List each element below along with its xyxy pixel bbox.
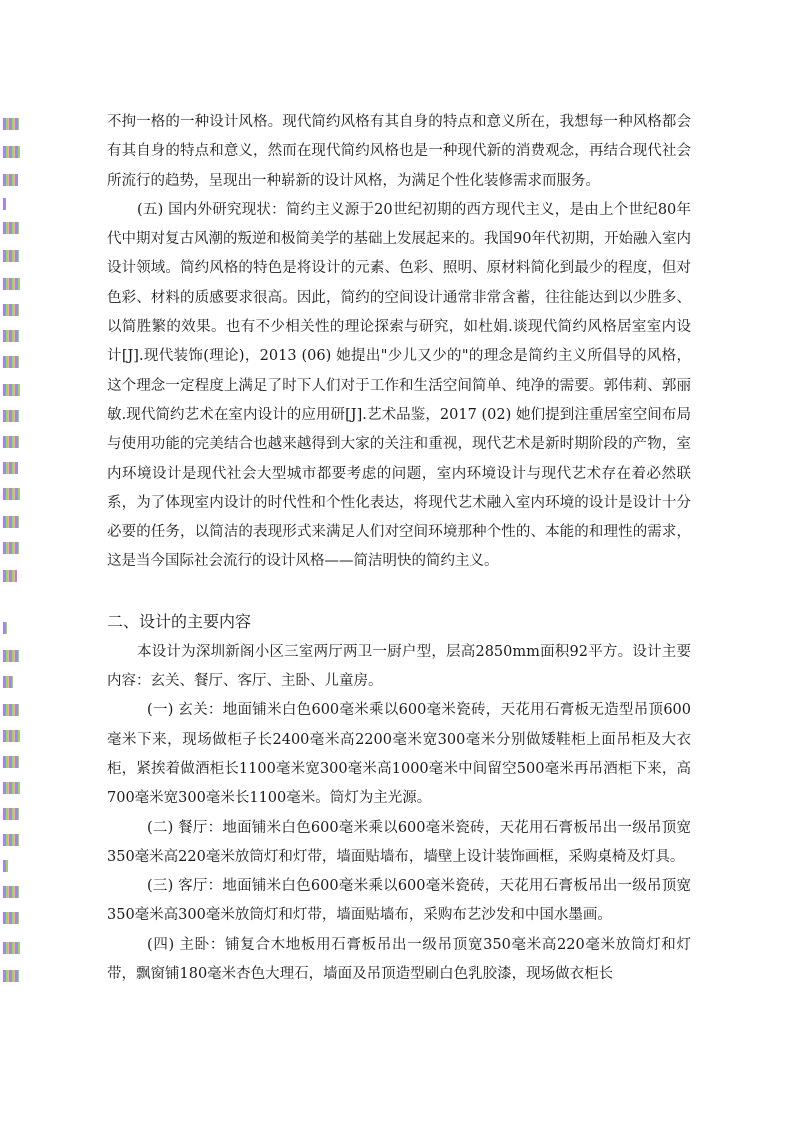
margin-mark: [3, 834, 19, 846]
margin-mark: [3, 730, 20, 742]
margin-mark: [3, 222, 19, 234]
margin-mark: [3, 570, 17, 582]
margin-mark: [3, 542, 19, 554]
margin-mark: [3, 970, 19, 982]
margin-mark: [3, 330, 19, 342]
margin-mark: [3, 516, 19, 528]
paragraph-style-intro: 不拘一格的一种设计风格。现代简约风格有其自身的特点和意义所在，我想每一种风格都会有其自身的特点和意义，然而在现代简约风格也是一种现代新的消费观念，再结合现代社会所流行的趋势，呈现出一种崭新的设计风格，为满足个性化装修需求而服务。: [107, 114, 691, 189]
margin-mark: [3, 886, 19, 898]
margin-mark: [3, 860, 8, 872]
margin-mark: [3, 912, 19, 924]
paragraph-living-room: (三) 客厅：地面铺米白色600毫米乘以600毫米瓷砖，天花用石膏板吊出一级吊顶宽350毫米高300毫米放筒灯和灯带，墙面贴墙布，采购布艺沙发和中国水墨画。: [107, 878, 691, 924]
margin-mark: [3, 462, 18, 474]
margin-mark: [3, 782, 20, 794]
margin-mark: [3, 356, 19, 368]
margin-mark: [3, 304, 19, 316]
margin-mark: [3, 808, 19, 820]
margin-mark: [3, 146, 20, 158]
margin-mark: [3, 622, 7, 634]
margin-mark: [3, 410, 19, 422]
margin-marks: [0, 0, 30, 1123]
section-heading: 二、设计的主要内容: [107, 611, 252, 631]
paragraph-design-overview: 本设计为深圳新阁小区三室两厅两卫一厨户型，层高2850mm面积92平方。设计主要内容：玄关、餐厅、客厅、主卧、儿童房。: [107, 643, 691, 690]
margin-mark: [3, 488, 20, 500]
paragraph-entrance: (一) 玄关：地面铺米白色600毫米乘以600毫米瓷砖，天花用石膏板无造型吊顶600毫米下来，现场做柜子长2400毫米高2200毫米宽300毫米分别做矮鞋柜上面吊柜及大衣柜，紧挨着做酒柜长1100毫米宽300毫米高1000毫米中间留空500毫米再吊酒柜下来，高700毫米宽300毫米长1100毫米。筒灯为主光源。: [107, 702, 691, 807]
margin-mark: [3, 198, 6, 210]
margin-mark: [3, 174, 18, 186]
margin-mark: [3, 676, 13, 688]
margin-mark: [3, 436, 19, 448]
paragraph-master-bedroom: (四) 主卧：铺复合木地板用石膏板吊出一级吊顶宽350毫米高220毫米放筒灯和灯带，飘窗铺180毫米杏色大理石，墙面及吊顶造型刷白色乳胶漆，现场做衣柜长: [107, 936, 691, 983]
margin-mark: [3, 118, 19, 130]
margin-mark: [3, 384, 20, 396]
document-page: [107, 108, 691, 989]
margin-mark: [3, 756, 19, 768]
paragraph-dining-room: (二) 餐厅：地面铺米白色600毫米乘以600毫米瓷砖，天花用石膏板吊出一级吊顶宽350毫米高220毫米放筒灯和灯带，墙面贴墙布，墙壁上设计装饰画框，采购桌椅及灯具。: [107, 819, 691, 865]
margin-mark: [3, 250, 19, 262]
margin-mark: [3, 704, 19, 716]
margin-mark: [3, 650, 19, 662]
margin-mark: [3, 942, 20, 954]
paragraph-research-status: (五) 国内外研究现状：简约主义源于20世纪初期的西方现代主义，是由上个世纪80年代中期对复古风潮的叛逆和极简美学的基础上发展起来的。我国90年代初期，开始融入室内设计领域。简约风格的特色是将设计的元素、色彩、照明、原材料简化到最少的程度，但对色彩、材料的质感要求很高。因此，简约的空间设计通常非常含蓄，往往能达到以少胜多、以简胜繁的效果。也有不少相关性的理论探索与研究，如杜娟.谈现代简约风格居室室内设计[J].现代装饰(理论)，2013 (06) 她提出"少儿又少的"的理念是简约主义所倡导的风格，这个理念一定程度上满足了时下人们对于工作和生活空间简单、纯净的需要。郭伟莉、郭丽敏.现代简约艺术在室内设计的应用研[J].艺术品鉴，2017 (02) 她们提到注重居室空间布局与使用功能的完美结合也越来越得到大家的关注和重视，现代艺术是新时期阶段的产物，室内环境设计是现代社会大型城市都要考虑的问题，室内环境设计与现代艺术存在着必然联系，为了体现室内设计的时代性和个性化表达，将现代艺术融入室内环境的设计是设计十分必要的任务，以简洁的表现形式来满足人们对空间环境那种个性的、本能的和理性的需求，这是当今国际社会流行的设计风格——简洁明快的简约主义。: [107, 201, 691, 570]
margin-mark: [3, 278, 20, 290]
